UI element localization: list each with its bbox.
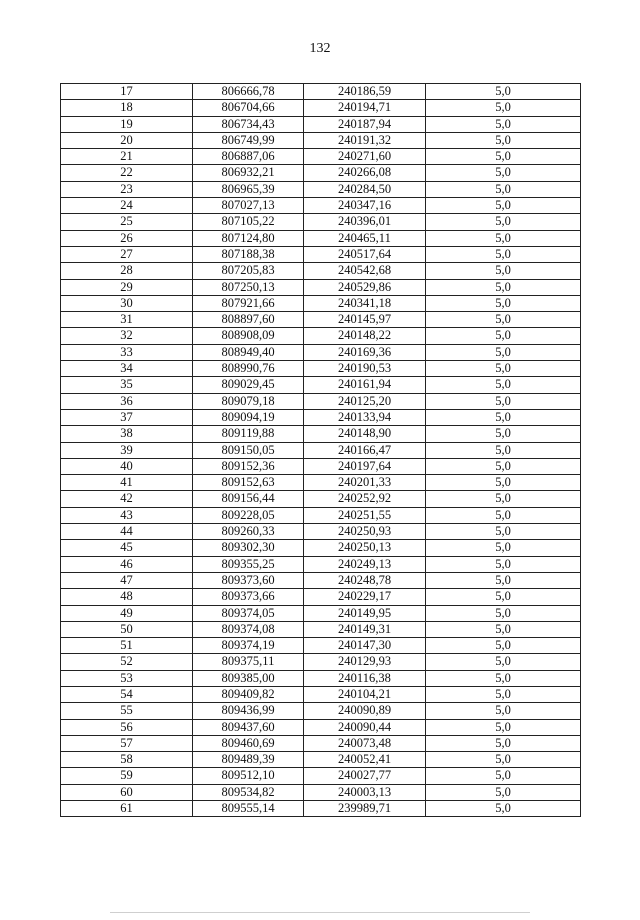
table-row [61,540,581,556]
point-number-cell: 27 [61,246,193,262]
point-number-cell: 49 [61,605,193,621]
point-number-cell: 18 [61,100,193,116]
table-row [61,491,581,507]
y-coordinate-cell: 240161,94 [304,377,426,393]
y-coordinate-cell: 240529,86 [304,279,426,295]
point-number-cell: 28 [61,263,193,279]
y-coordinate-cell: 240250,93 [304,524,426,540]
table-row [61,507,581,523]
tolerance-cell: 5,0 [426,507,581,523]
table-row [61,605,581,621]
y-coordinate-cell: 240169,36 [304,344,426,360]
tolerance-cell: 5,0 [426,540,581,556]
tolerance-cell: 5,0 [426,670,581,686]
tolerance-cell: 5,0 [426,361,581,377]
y-coordinate-cell: 240396,01 [304,214,426,230]
point-number-cell: 38 [61,426,193,442]
table-row [61,686,581,702]
x-coordinate-cell: 809156,44 [193,491,304,507]
table-row [61,784,581,800]
x-coordinate-cell: 809119,88 [193,426,304,442]
y-coordinate-cell: 240129,93 [304,654,426,670]
point-number-cell: 59 [61,768,193,784]
point-number-cell: 36 [61,393,193,409]
table-row [61,181,581,197]
y-coordinate-cell: 240197,64 [304,458,426,474]
table-row [61,132,581,148]
x-coordinate-cell: 808897,60 [193,312,304,328]
point-number-cell: 29 [61,279,193,295]
tolerance-cell: 5,0 [426,181,581,197]
point-number-cell: 43 [61,507,193,523]
x-coordinate-cell: 806887,06 [193,149,304,165]
x-coordinate-cell: 809079,18 [193,393,304,409]
table-row [61,621,581,637]
y-coordinate-cell: 240284,50 [304,181,426,197]
y-coordinate-cell: 240341,18 [304,295,426,311]
tolerance-cell: 5,0 [426,589,581,605]
y-coordinate-cell: 240186,59 [304,84,426,100]
y-coordinate-cell: 240347,16 [304,198,426,214]
x-coordinate-cell: 809152,36 [193,458,304,474]
table-row [61,719,581,735]
point-number-cell: 34 [61,361,193,377]
table-row [61,524,581,540]
y-coordinate-cell: 240104,21 [304,686,426,702]
tolerance-cell: 5,0 [426,524,581,540]
table-row [61,572,581,588]
x-coordinate-cell: 809374,05 [193,605,304,621]
table-row [61,654,581,670]
x-coordinate-cell: 809436,99 [193,703,304,719]
tolerance-cell: 5,0 [426,475,581,491]
y-coordinate-cell: 240145,97 [304,312,426,328]
x-coordinate-cell: 806932,21 [193,165,304,181]
y-coordinate-cell: 240229,17 [304,589,426,605]
x-coordinate-cell: 808990,76 [193,361,304,377]
y-coordinate-cell: 240073,48 [304,735,426,751]
x-coordinate-cell: 809228,05 [193,507,304,523]
table-row [61,638,581,654]
y-coordinate-cell: 240052,41 [304,752,426,768]
tolerance-cell: 5,0 [426,735,581,751]
x-coordinate-cell: 807921,66 [193,295,304,311]
x-coordinate-cell: 809374,08 [193,621,304,637]
x-coordinate-cell: 807105,22 [193,214,304,230]
table-row [61,263,581,279]
tolerance-cell: 5,0 [426,230,581,246]
tolerance-cell: 5,0 [426,572,581,588]
table-row [61,84,581,100]
tolerance-cell: 5,0 [426,458,581,474]
tolerance-cell: 5,0 [426,393,581,409]
point-number-cell: 20 [61,132,193,148]
tolerance-cell: 5,0 [426,295,581,311]
x-coordinate-cell: 807188,38 [193,246,304,262]
tolerance-cell: 5,0 [426,214,581,230]
y-coordinate-cell: 240125,20 [304,393,426,409]
y-coordinate-cell: 240191,32 [304,132,426,148]
table-row [61,100,581,116]
table-row [61,246,581,262]
y-coordinate-cell: 240133,94 [304,409,426,425]
y-coordinate-cell: 240252,92 [304,491,426,507]
point-number-cell: 51 [61,638,193,654]
x-coordinate-cell: 806734,43 [193,116,304,132]
point-number-cell: 46 [61,556,193,572]
point-number-cell: 22 [61,165,193,181]
table-row [61,556,581,572]
tolerance-cell: 5,0 [426,605,581,621]
tolerance-cell: 5,0 [426,719,581,735]
x-coordinate-cell: 809437,60 [193,719,304,735]
table-row [61,328,581,344]
tolerance-cell: 5,0 [426,768,581,784]
y-coordinate-cell: 240250,13 [304,540,426,556]
point-number-cell: 26 [61,230,193,246]
tolerance-cell: 5,0 [426,132,581,148]
point-number-cell: 35 [61,377,193,393]
x-coordinate-cell: 807027,13 [193,198,304,214]
point-number-cell: 55 [61,703,193,719]
y-coordinate-cell: 240003,13 [304,784,426,800]
point-number-cell: 37 [61,409,193,425]
tolerance-cell: 5,0 [426,784,581,800]
point-number-cell: 19 [61,116,193,132]
tolerance-cell: 5,0 [426,198,581,214]
x-coordinate-cell: 809302,30 [193,540,304,556]
tolerance-cell: 5,0 [426,752,581,768]
tolerance-cell: 5,0 [426,165,581,181]
tolerance-cell: 5,0 [426,801,581,817]
point-number-cell: 54 [61,686,193,702]
table-row [61,475,581,491]
y-coordinate-cell: 240517,64 [304,246,426,262]
table-row [61,377,581,393]
y-coordinate-cell: 240027,77 [304,768,426,784]
y-coordinate-cell: 240148,90 [304,426,426,442]
x-coordinate-cell: 809385,00 [193,670,304,686]
point-number-cell: 30 [61,295,193,311]
point-number-cell: 52 [61,654,193,670]
point-number-cell: 21 [61,149,193,165]
x-coordinate-cell: 809373,60 [193,572,304,588]
tolerance-cell: 5,0 [426,409,581,425]
point-number-cell: 48 [61,589,193,605]
tolerance-cell: 5,0 [426,377,581,393]
tolerance-cell: 5,0 [426,312,581,328]
tolerance-cell: 5,0 [426,246,581,262]
y-coordinate-cell: 240166,47 [304,442,426,458]
x-coordinate-cell: 809409,82 [193,686,304,702]
table-row [61,752,581,768]
x-coordinate-cell: 806965,39 [193,181,304,197]
point-number-cell: 40 [61,458,193,474]
y-coordinate-cell: 240147,30 [304,638,426,654]
point-number-cell: 42 [61,491,193,507]
y-coordinate-cell: 240148,22 [304,328,426,344]
tolerance-cell: 5,0 [426,116,581,132]
point-number-cell: 32 [61,328,193,344]
table-row [61,344,581,360]
point-number-cell: 60 [61,784,193,800]
table-row [61,768,581,784]
table-row [61,312,581,328]
tolerance-cell: 5,0 [426,621,581,637]
x-coordinate-cell: 809260,33 [193,524,304,540]
tolerance-cell: 5,0 [426,100,581,116]
y-coordinate-cell: 239989,71 [304,801,426,817]
x-coordinate-cell: 809489,39 [193,752,304,768]
tolerance-cell: 5,0 [426,84,581,100]
y-coordinate-cell: 240090,44 [304,719,426,735]
x-coordinate-cell: 807205,83 [193,263,304,279]
point-number-cell: 57 [61,735,193,751]
x-coordinate-cell: 809373,66 [193,589,304,605]
y-coordinate-cell: 240251,55 [304,507,426,523]
y-coordinate-cell: 240248,78 [304,572,426,588]
x-coordinate-cell: 809029,45 [193,377,304,393]
x-coordinate-cell: 809534,82 [193,784,304,800]
bottom-rule [110,912,530,913]
point-number-cell: 33 [61,344,193,360]
table-row [61,149,581,165]
x-coordinate-cell: 807250,13 [193,279,304,295]
y-coordinate-cell: 240266,08 [304,165,426,181]
y-coordinate-cell: 240201,33 [304,475,426,491]
point-number-cell: 23 [61,181,193,197]
x-coordinate-cell: 807124,80 [193,230,304,246]
x-coordinate-cell: 809152,63 [193,475,304,491]
y-coordinate-cell: 240194,71 [304,100,426,116]
point-number-cell: 17 [61,84,193,100]
table-row [61,426,581,442]
y-coordinate-cell: 240090,89 [304,703,426,719]
point-number-cell: 31 [61,312,193,328]
table-row [61,589,581,605]
x-coordinate-cell: 809150,05 [193,442,304,458]
table-row [61,214,581,230]
page-number: 132 [309,41,331,56]
table-row [61,361,581,377]
table-row [61,116,581,132]
y-coordinate-cell: 240465,11 [304,230,426,246]
table-row [61,801,581,817]
x-coordinate-cell: 809094,19 [193,409,304,425]
point-number-cell: 50 [61,621,193,637]
x-coordinate-cell: 808949,40 [193,344,304,360]
y-coordinate-cell: 240149,95 [304,605,426,621]
point-number-cell: 24 [61,198,193,214]
point-number-cell: 44 [61,524,193,540]
x-coordinate-cell: 808908,09 [193,328,304,344]
tolerance-cell: 5,0 [426,344,581,360]
coordinates-table [60,83,581,817]
tolerance-cell: 5,0 [426,149,581,165]
x-coordinate-cell: 809355,25 [193,556,304,572]
point-number-cell: 41 [61,475,193,491]
tolerance-cell: 5,0 [426,328,581,344]
table-row [61,409,581,425]
y-coordinate-cell: 240187,94 [304,116,426,132]
table-row [61,442,581,458]
point-number-cell: 39 [61,442,193,458]
point-number-cell: 58 [61,752,193,768]
tolerance-cell: 5,0 [426,279,581,295]
tolerance-cell: 5,0 [426,703,581,719]
table-row [61,295,581,311]
point-number-cell: 56 [61,719,193,735]
y-coordinate-cell: 240249,13 [304,556,426,572]
tolerance-cell: 5,0 [426,556,581,572]
x-coordinate-cell: 806749,99 [193,132,304,148]
table-row [61,230,581,246]
table-row [61,735,581,751]
tolerance-cell: 5,0 [426,426,581,442]
table-row [61,670,581,686]
table-row [61,165,581,181]
tolerance-cell: 5,0 [426,654,581,670]
y-coordinate-cell: 240149,31 [304,621,426,637]
point-number-cell: 45 [61,540,193,556]
coordinates-table-body [61,84,581,817]
point-number-cell: 61 [61,801,193,817]
x-coordinate-cell: 809375,11 [193,654,304,670]
x-coordinate-cell: 806704,66 [193,100,304,116]
tolerance-cell: 5,0 [426,686,581,702]
table-row [61,393,581,409]
table-row [61,279,581,295]
tolerance-cell: 5,0 [426,442,581,458]
y-coordinate-cell: 240542,68 [304,263,426,279]
x-coordinate-cell: 809460,69 [193,735,304,751]
tolerance-cell: 5,0 [426,638,581,654]
x-coordinate-cell: 806666,78 [193,84,304,100]
point-number-cell: 47 [61,572,193,588]
y-coordinate-cell: 240190,53 [304,361,426,377]
y-coordinate-cell: 240271,60 [304,149,426,165]
point-number-cell: 25 [61,214,193,230]
table-row [61,458,581,474]
x-coordinate-cell: 809555,14 [193,801,304,817]
point-number-cell: 53 [61,670,193,686]
x-coordinate-cell: 809512,10 [193,768,304,784]
tolerance-cell: 5,0 [426,491,581,507]
table-row [61,703,581,719]
y-coordinate-cell: 240116,38 [304,670,426,686]
x-coordinate-cell: 809374,19 [193,638,304,654]
table-row [61,198,581,214]
tolerance-cell: 5,0 [426,263,581,279]
